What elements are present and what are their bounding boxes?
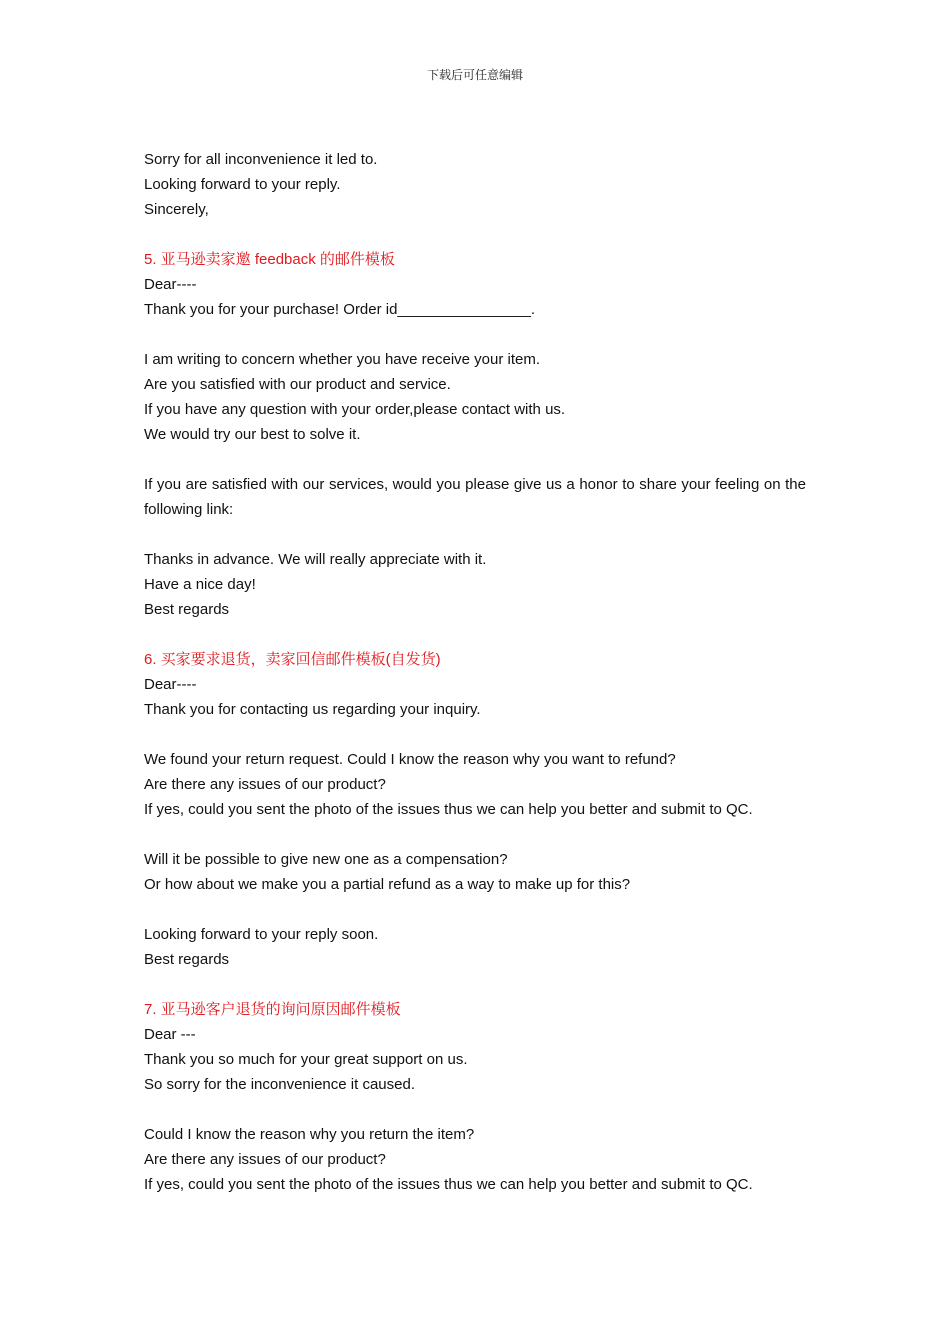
- section-6-body-line: Are there any issues of our product?: [144, 776, 386, 793]
- section-7-salutation: Dear ---: [144, 1026, 196, 1043]
- section-5-body-line: If you have any question with your order,please contact with us.: [144, 401, 566, 418]
- section-6-thanks: Thank you for contacting us regarding your inquiry.: [144, 701, 481, 718]
- intro-line: Sorry for all inconvenience it led to.: [144, 151, 378, 168]
- section-5-feedback-request: If you are satisfied with our services, would you please give us a honor to share your feeling on the following link:: [144, 476, 806, 518]
- document-body: [144, 147, 806, 1197]
- intro-signoff: Sincerely,: [144, 201, 209, 218]
- section-7-heading: 7. 亚马逊客户退货的询问原因邮件模板: [144, 1001, 401, 1018]
- section-7-body-line: Thank you so much for your great support on us.: [144, 1051, 468, 1068]
- section-6-body-line: Or how about we make you a partial refund as a way to make up for this?: [144, 876, 631, 893]
- section-6-heading: 6. 买家要求退货，卖家回信邮件模板(自发货): [144, 651, 441, 668]
- section-5-thanks: Thank you for your purchase! Order id________________.: [144, 301, 536, 318]
- section-5-body-line: We would try our best to solve it.: [144, 426, 361, 443]
- section-7-body-line: So sorry for the inconvenience it caused.: [144, 1076, 415, 1093]
- section-6-body-line: We found your return request. Could I know the reason why you want to refund?: [144, 751, 676, 768]
- section-7-body-line: If yes, could you sent the photo of the issues thus we can help you better and submit to QC.: [144, 1176, 753, 1193]
- section-5-signoff: Best regards: [144, 601, 230, 618]
- section-5-salutation: Dear----: [144, 276, 197, 293]
- section-6-body-line: If yes, could you sent the photo of the issues thus we can help you better and submit to QC.: [144, 801, 753, 818]
- section-6-closing-line: Looking forward to your reply soon.: [144, 926, 379, 943]
- section-7-body-line: Are there any issues of our product?: [144, 1151, 386, 1168]
- page-header: 下载后可任意编辑: [426, 68, 523, 82]
- section-5-body-line: I am writing to concern whether you have receive your item.: [144, 351, 541, 368]
- section-7-body-line: Could I know the reason why you return the item?: [144, 1126, 475, 1143]
- section-5-body-line: Are you satisfied with our product and service.: [144, 376, 451, 393]
- section-6-signoff: Best regards: [144, 951, 230, 968]
- section-5-closing-line: Have a nice day!: [144, 576, 256, 593]
- intro-line: Looking forward to your reply.: [144, 176, 341, 193]
- section-6-body-line: Will it be possible to give new one as a compensation?: [144, 851, 508, 868]
- section-6-salutation: Dear----: [144, 676, 197, 693]
- section-5-heading: 5. 亚马逊卖家邀 feedback 的邮件模板: [144, 251, 395, 268]
- section-5-closing-line: Thanks in advance. We will really appreciate with it.: [144, 551, 487, 568]
